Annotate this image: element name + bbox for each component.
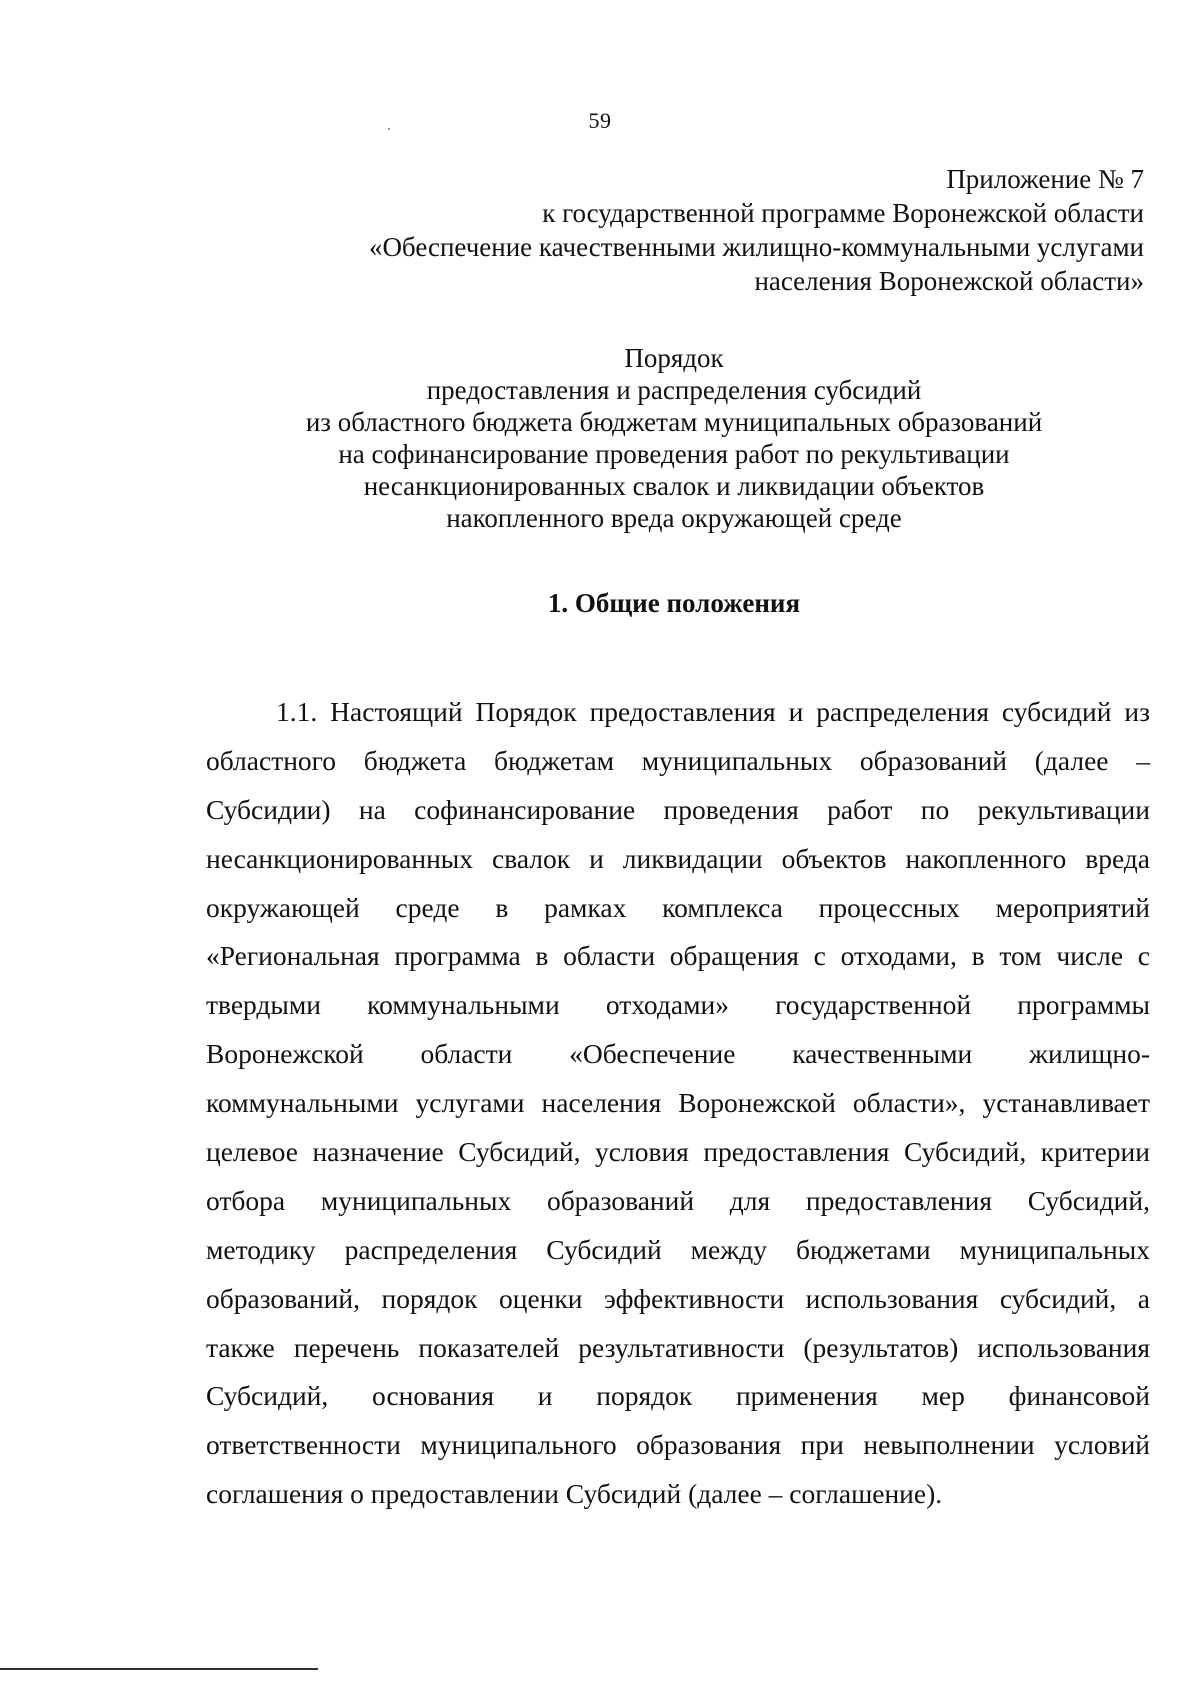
title-line: на софинансирование проведения работ по рекультивации bbox=[338, 439, 1010, 469]
paragraph-line: ответственности муниципального образования при невыполнении условий bbox=[206, 1429, 1150, 1461]
paragraph-line: Субсидии) на софинансирование проведения работ по рекультивации bbox=[206, 793, 1150, 825]
appendix-line: к государственной программе Воронежской области bbox=[542, 198, 1144, 228]
paragraph-line: целевое назначение Субсидий, условия предоставления Субсидий, критерии bbox=[206, 1136, 1150, 1168]
paragraph-line: соглашения о предоставлении Субсидий (далее – соглашение). bbox=[206, 1478, 943, 1510]
footnote-rule bbox=[0, 1668, 318, 1670]
appendix-header bbox=[144, 162, 1144, 298]
paragraph-line: «Региональная программа в области обращения с отходами, в том числе с bbox=[206, 940, 1150, 972]
paragraph-line: методику распределения Субсидий между бюджетами муниципальных bbox=[206, 1233, 1150, 1265]
paragraph-line: Воронежской области «Обеспечение качественными жилищно- bbox=[206, 1038, 1150, 1070]
page-number: 59 bbox=[588, 108, 612, 133]
section-heading: 1. Общие положения bbox=[547, 588, 801, 618]
document-title bbox=[186, 342, 1162, 534]
paragraph-line: несанкционированных свалок и ликвидации объектов накопленного вреда bbox=[206, 842, 1150, 874]
paragraph-line: твердыми коммунальными отходами» государственной программы bbox=[206, 989, 1150, 1021]
appendix-line: населения Воронежской области» bbox=[754, 266, 1144, 296]
paragraph-line: также перечень показателей результативности (результатов) использования bbox=[206, 1331, 1150, 1363]
paragraph-line: отбора муниципальных образований для предоставления Субсидий, bbox=[206, 1184, 1150, 1216]
paragraph-line: образований, порядок оценки эффективности использования субсидий, а bbox=[206, 1282, 1150, 1314]
appendix-line: «Обеспечение качественными жилищно-коммунальными услугами bbox=[368, 232, 1144, 262]
title-line: из областного бюджета бюджетам муниципальных образований bbox=[305, 407, 1043, 437]
title-line: предоставления и распределения субсидий bbox=[426, 375, 922, 405]
paragraph-line: коммунальными услугами населения Воронежской области», устанавливает bbox=[206, 1087, 1150, 1119]
title-line: накопленного вреда окружающей среде bbox=[446, 503, 902, 533]
paragraph-line: Субсидий, основания и порядок применения мер финансовой bbox=[206, 1380, 1150, 1412]
title-line: несанкционированных свалок и ликвидации объектов bbox=[363, 471, 985, 501]
paragraph-line: областного бюджета бюджетам муниципальных образований (далее – bbox=[206, 744, 1150, 776]
paragraph-line: окружающей среде в рамках комплекса процессных мероприятий bbox=[206, 891, 1150, 923]
paragraph-1-1 bbox=[206, 688, 1150, 1519]
title-line: Порядок bbox=[624, 343, 724, 373]
appendix-line: Приложение № 7 bbox=[946, 164, 1144, 194]
paragraph-line: 1.1. Настоящий Порядок предоставления и распределения субсидий из bbox=[276, 696, 1150, 727]
